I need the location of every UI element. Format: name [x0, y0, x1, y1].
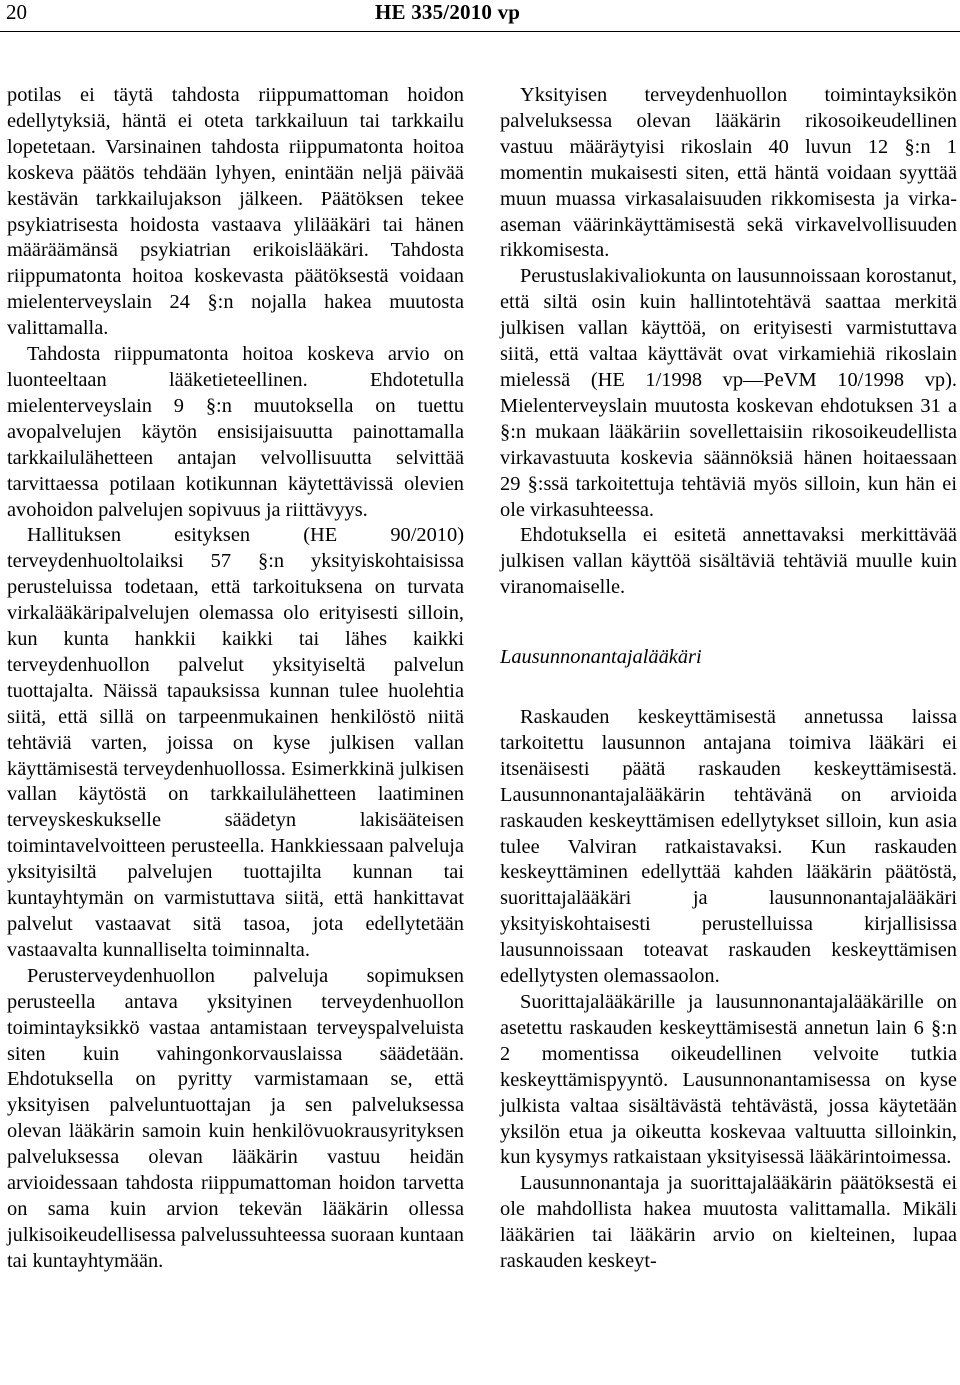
- paragraph: Tahdosta riippumatonta hoitoa koskeva arvio on luonteeltaan lääketieteellinen. Ehdotetulla mielenterveyslain 9 §:n muutoksella on tuettu avopalvelujen käytön ensisijaisuutta painottamalla tarkkailulähetteen antajan velvollisuutta selvittää tarvittaessa potilaan kotikunnan käytettävissä olevien avohoidon palvelujen sopivuus ja riittävyys.: [7, 343, 464, 521]
- document-id: HE 335/2010 vp: [375, 0, 521, 24]
- paragraph: Ehdotuksella ei esitetä annettavaksi merkittävää julkisen vallan käyttöä sisältäviä tehtäviä muulle kuin viranomaiselle.: [500, 524, 957, 599]
- left-column: [7, 83, 464, 1275]
- paragraph: Perustuslakivaliokunta on lausunnoissaan korostanut, että siltä osin kuin hallintotehtävä saattaa merkitä julkisen vallan käyttöä, on erityisesti varmistuttava siitä, että valtaa käyttävät ovat virkamiehiä rikoslain mielessä (HE 1/1998 vp—PeVM 10/1998 vp). Mielenterveyslain muutosta koskevan ehdotuksen 31 a §:n mukaan lääkäriin sovellettaisiin rikosoikeudellista virkavastuuta koskevia säännöksiä hänen hoitaessaan 29 §:ssä tarkoitettuja tehtäviä myös silloin, kun hän ei ole virkasuhteessa.: [500, 265, 957, 521]
- paragraph: Suorittajalääkärille ja lausunnonantajalääkärille on asetettu raskauden keskeyttämisestä annetun lain 6 §:n 2 momentissa oikeudellinen velvoite tutkia keskeyttämispyyntö. Lausunnonantamisessa on kyse julkista valtaa sisältävästä tehtävästä, jossa käytetään yksilön etua ja oikeutta koskevaa valtuutta silloinkin, kun kysymys ratkaistaan yksityisessä lääkärintoimessa.: [500, 991, 957, 1169]
- paragraph: Raskauden keskeyttämisestä annetussa laissa tarkoitettu lausunnon antajana toimiva lääkäri ei itsenäisesti päätä raskauden keskeyttämisestä. Lausunnonantajalääkärin tehtävänä on arvioida raskauden keskeyttämisen edellytykset silloin, kun asia tulee Valviran ratkaistavaksi. Kun raskauden keskeyttäminen edellyttää kahden lääkärin päätöstä, suorittajalääkäri ja lausunnonantajalääkäri yksityiskohtaisesti perustelluissa kirjallisissa lausunnoissaan toteavat raskauden keskeyttämisen edellytysten olemassaolon.: [500, 706, 957, 988]
- paragraph: Yksityisen terveydenhuollon toimintayksikön palveluksessa olevan lääkärin rikosoikeudellinen vastuu määräytyisi rikoslain 40 luvun 12 §:n 1 momentin mukaisesti siten, että häntä voidaan syyttää muun muassa virkasalaisuuden rikkomisesta ja virka-aseman väärinkäyttämisestä sekä virkavelvollisuuden rikkomisesta.: [500, 84, 957, 262]
- paragraph: Perusterveydenhuollon palveluja sopimuksen perusteella antava yksityinen terveydenhuollon toimintayksikkö vastaa antamistaan terveyspalveluista siten kuin vahingonkorvauslaissa säädetään. Ehdotuksella on pyritty varmistamaan se, että yksityisen palveluntuottajan ja sen palveluksessa olevan lääkärin samoin kuin henkilövuokrausyrityksen palveluksessa olevan lääkärin vastuu heidän arvioidessaan tahdosta riippumattoman hoidon tarvetta on sama kuin arvion tekevän lääkärin ollessa julkisoikeudellisessa palvelussuhteessa suoraan kuntaan tai kuntayhtymään.: [7, 964, 464, 1272]
- right-column: [500, 83, 957, 1275]
- page-header: [0, 0, 960, 32]
- page-number: 20: [6, 0, 27, 24]
- paragraph: potilas ei täytä tahdosta riippumattoman hoidon edellytyksiä, häntä ei oteta tarkkailuun tai tarkkailu lopetetaan. Varsinainen tahdosta riippumatonta hoitoa koskeva päätös tehdään lyhyen, enintään neljä päivää kestävän tarkkailujakson jälkeen. Päätöksen tekee psykiatrisesta hoidosta vastaava ylilääkäri tai hänen määräämänsä psykiatrian erikoislääkäri. Tahdosta riippumatonta hoitoa koskevasta päätöksestä voidaan mielenterveyslain 24 §:n nojalla hakea muutosta valittamalla.: [7, 84, 464, 340]
- header-rule: [0, 31, 960, 32]
- paragraph: Lausunnonantaja ja suorittajalääkärin päätöksestä ei ole mahdollista hakea muutosta valittamalla. Mikäli lääkärien tai lääkärin arvio on kielteinen, lupaa raskauden keskeyt-: [500, 1172, 957, 1273]
- paragraph: Hallituksen esityksen (HE 90/2010) terveydenhuoltolaiksi 57 §:n yksityiskohtaisissa perusteluissa todetaan, että tarkoituksena on turvata virkalääkäripalvelujen olemassa olo erityisesti silloin, kun kunta hankkii kaikki tai lähes kaikki terveydenhuollon palvelut yksityiseltä palvelun tuottajalta. Näissä tapauksissa kunnan tulee huolehtia siitä, että sillä on tarpeenmukainen henkilöstö niitä tehtäviä varten, joissa on kyse julkisen vallan käyttämisestä terveydenhuollossa. Esimerkkinä julkisen vallan käytöstä on tarkkailulähetteen laatiminen terveyskeskukselle säädetyn lakisääteisen toimintavelvoitteen perusteella. Hankkiessaan palveluja yksityisiltä palvelujen tuottajilta kunnan tai kuntayhtymän on varmistuttava siitä, että hankittavat palvelut vastaavat sitä tasoa, jota edellytetään vastaavalta kunnalliselta toiminnalta.: [7, 524, 464, 961]
- section-heading: Lausunnonantajalääkäri: [500, 646, 702, 669]
